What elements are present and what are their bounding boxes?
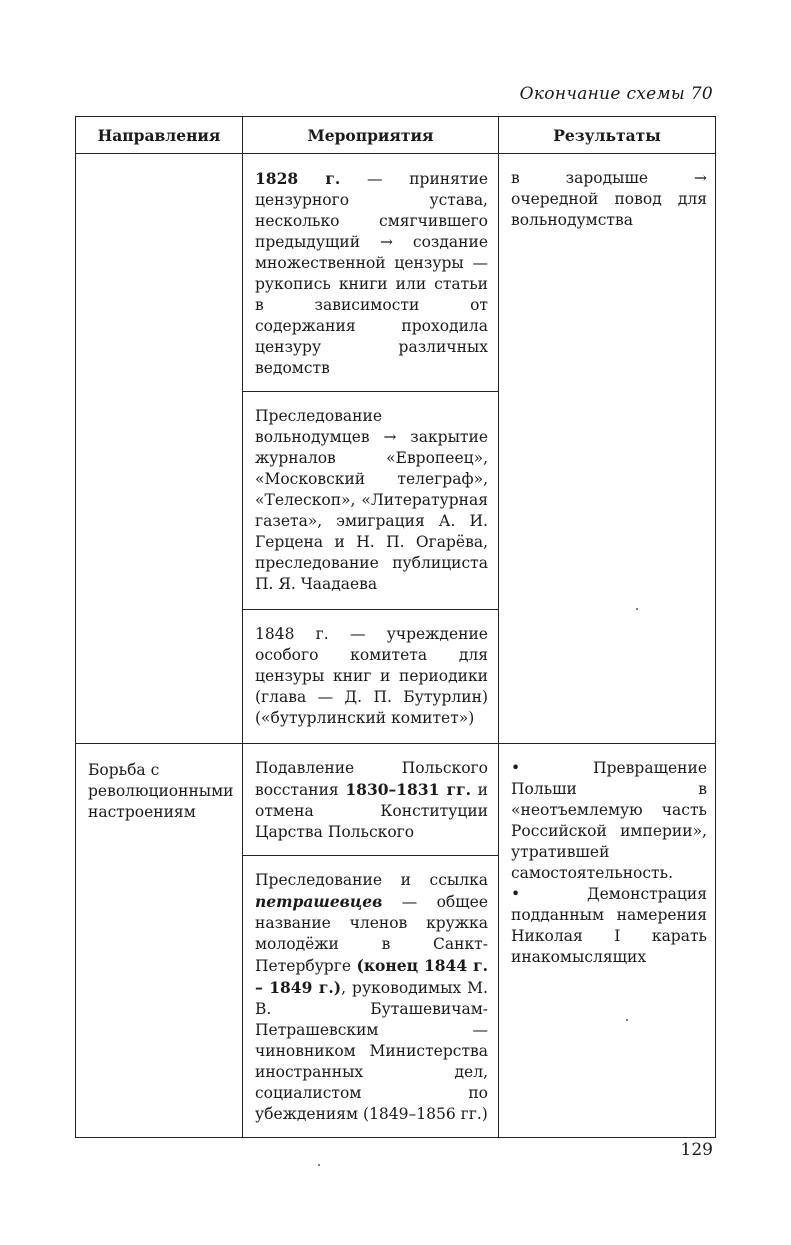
measure-text-pre: Подавление Польского восстания xyxy=(255,759,488,799)
result-cell-poland xyxy=(499,744,716,1138)
scheme-table xyxy=(75,116,716,1138)
measure-cell-1848 xyxy=(243,610,499,744)
page-number: 129 xyxy=(680,1140,713,1160)
result-text: в зародыше → очередной повод для вольнодумства xyxy=(511,169,707,229)
column-header-directions: Направления xyxy=(76,117,243,154)
direction-cell-empty xyxy=(76,154,243,744)
measure-text: Преследование вольнодумцев → закрытие журналов «Европеец», «Московский телеграф», «Телескоп», «Литературная газета», эмиграция А. И. Герцена и Н. П. Огарёва, преследование публициста П. Я. Чаадаева xyxy=(255,407,488,593)
column-header-measures: Мероприятия xyxy=(243,117,499,154)
measure-year: 1828 г. xyxy=(255,169,341,188)
measure-cell-1828 xyxy=(243,154,499,392)
print-speck xyxy=(636,608,638,610)
measure-text-mid: — общее название членов кружка молодёжи в Санкт-Петербурге xyxy=(255,893,488,975)
table-row xyxy=(76,744,716,856)
print-speck xyxy=(626,1019,628,1021)
result-item-2: • Демонстрация подданным намерения Николая I карать инакомыслящих xyxy=(511,885,707,966)
measure-text-pre: Преследование и ссылка xyxy=(255,871,488,889)
measure-cell-polish-uprising xyxy=(243,744,499,856)
scheme-continuation-caption: Окончание схемы 70 xyxy=(519,84,713,104)
measure-cell-persecution xyxy=(243,392,499,610)
measure-years: 1830–1831 гг. xyxy=(345,780,471,799)
print-speck xyxy=(318,1164,320,1166)
measure-text: 1848 г. — учреждение особого комитета для цензуры книг и периодики (глава — Д. П. Бутурлин) («бутурлинский комитет») xyxy=(255,625,488,727)
result-cell-freethinking xyxy=(499,154,716,744)
table-header-row xyxy=(76,117,716,154)
measure-text: — принятие цензурного устава, несколько смягчившего предыдущий → создание множественной цензуры — рукопись книги или статьи в зависимости от содержания проходила цензуру различных ведомств xyxy=(255,170,488,377)
table-row xyxy=(76,154,716,392)
measure-term: петрашевцев xyxy=(255,892,383,911)
measure-text-post: , руководимых М. В. Буташевичам-Петрашевским — чиновником Министерства иностранных дел, социалистом по убеждениям (1849–1856 гг.) xyxy=(255,979,488,1123)
measure-cell-petrashevtsy xyxy=(243,856,499,1138)
measure-text-post: и отмена Конституции Царства Польского xyxy=(255,781,488,841)
result-item-1: • Превращение Польши в «неотъемлемую часть Российской империи», утратившей самостоятельность. xyxy=(511,759,707,882)
column-header-results: Результаты xyxy=(499,117,716,154)
direction-text: Борьба с революционными настроениям xyxy=(88,761,234,821)
direction-cell-revolution xyxy=(76,744,243,1138)
measure-dates: (конец 1844 г. – 1849 г.) xyxy=(255,956,488,997)
